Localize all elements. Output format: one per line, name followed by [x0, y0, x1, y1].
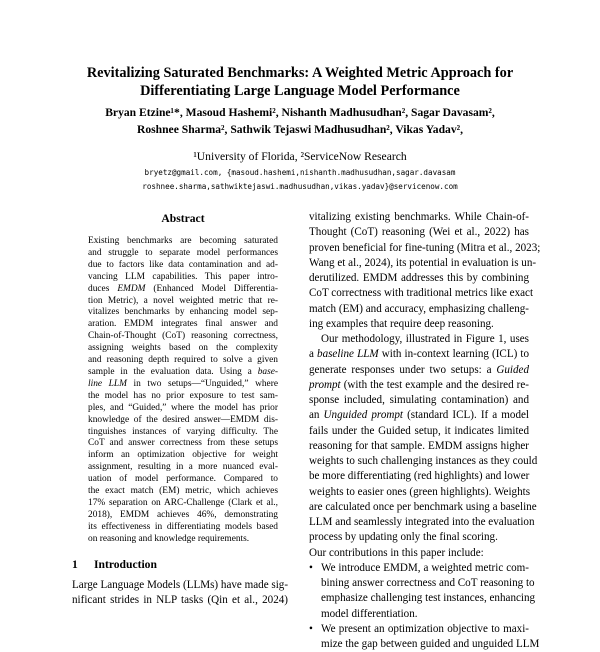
text-line: and reasoning depth required to solve a given — [88, 355, 278, 366]
italic-text: line LLM — [88, 378, 127, 389]
italic-text: Unguided prompt — [323, 409, 404, 422]
text-line: and struggle to separate model performances — [88, 247, 278, 258]
text-line: derutilized. EMDM addresses this by combining — [309, 272, 529, 284]
text-line: Our contributions in this paper include: — [309, 546, 484, 559]
italic-text: EMDM — [117, 283, 146, 294]
text-line: CoT and answer correctness from these setups — [88, 438, 278, 449]
text-line: aration. EMDM integrates final answer and — [88, 319, 278, 330]
right-column — [309, 210, 541, 652]
text-line: model differentiation. — [321, 607, 418, 620]
section-title: Introduction — [94, 558, 157, 571]
text-line: Wang et al., 2024), its potential in evaluation is un- — [309, 256, 537, 269]
text-line: emphasize challenging test instances, enhancing — [321, 592, 536, 605]
italic-text: Guided — [496, 363, 529, 376]
text-line: Our methodology, illustrated in Figure 1, uses — [321, 333, 529, 345]
bullet-dot-icon: • — [309, 561, 313, 574]
email-line: bryetz@gmail.com, {masoud.hashemi,nishanth.madhusudhan,sagar.davasam — [144, 168, 456, 177]
title-line: Differentiating Large Language Model Performance — [140, 83, 460, 99]
text-line: Chain-of-Thought (CoT) reasoning correctness, — [88, 331, 278, 342]
abstract-body — [88, 236, 278, 546]
text-line: sponse included, simulating contamination) and — [309, 394, 529, 406]
text-line: an Unguided prompt (standard ICL). If a model — [309, 409, 530, 422]
text-line: vitalizing existing benchmarks. While Chain-of- — [309, 211, 529, 223]
text-line: be more differentiating (red highlights) and lower — [309, 470, 530, 483]
contribution-bullet — [309, 561, 536, 622]
text-line: weights to easier ones (green highlights). Weights — [309, 485, 531, 498]
text-line: match (EM) and accuracy, emphasizing challeng- — [309, 302, 529, 315]
text-line: Thought (CoT) reasoning (Wei et al., 2022) has — [309, 226, 529, 239]
text-line: nificant strides in NLP tasks (Qin et al., 2024) — [72, 594, 288, 606]
text-line: sample in the evaluation data. Using a base- — [88, 366, 278, 377]
text-line: generate responses under two setups: a Guided — [309, 363, 529, 376]
italic-text: baseline LLM — [317, 348, 379, 361]
text-line: inform an optimization objective for weight — [88, 450, 278, 461]
title-line: Revitalizing Saturated Benchmarks: A Weighted Metric Approach for — [86, 65, 514, 81]
italic-text: prompt — [309, 378, 341, 391]
text-line: on reasoning and knowledge requirements. — [88, 533, 250, 544]
text-line: 17% separation on ARC-Challenge (Clark et al., — [88, 497, 278, 508]
text-line: weights to such challenging instances as they could — [309, 455, 538, 467]
text-line: We present an optimization objective to maxi- — [321, 622, 529, 635]
text-line: bining answer correctness and CoT reasoning to — [321, 577, 535, 589]
author-line: Bryan Etzine¹*, Masoud Hashemi², Nishanth Madhusudhan², Sagar Davasam², — [105, 106, 495, 119]
abstract-heading: Abstract — [161, 212, 205, 225]
paragraph — [309, 210, 541, 332]
affiliation: ¹University of Florida, ²ServiceNow Research — [193, 150, 407, 163]
bullet-dot-icon: • — [309, 622, 313, 635]
text-line: a baseline LLM with in-context learning (ICL) to — [309, 348, 529, 361]
text-line: CoT correctness with traditional metrics like exact — [309, 287, 534, 300]
text-line: ples, and “Guided,” where the model has prior — [88, 402, 278, 413]
text-line: ing examples that require deep reasoning. — [309, 317, 494, 330]
text-line: process by updating only the final scoring. — [309, 531, 498, 544]
text-line: assignment, resulting in a more nuanced eval- — [88, 462, 278, 473]
email-block — [40, 166, 560, 194]
text-line: due to factors like data contamination and ad- — [88, 259, 278, 270]
text-line: duces EMDM (Enhanced Model Differentia- — [88, 283, 278, 294]
text-line: tinguishes instances of varying difficulty. The — [88, 426, 278, 437]
text-line: Existing benchmarks are becoming saturated — [88, 236, 278, 246]
text-line: We introduce EMDM, a weighted metric com- — [321, 561, 529, 574]
paragraph — [309, 332, 538, 546]
text-line: proven beneficial for fine-tuning (Mitra et al., 2023; — [309, 241, 541, 254]
contribution-bullet — [309, 622, 540, 652]
introduction-heading — [72, 558, 292, 571]
text-line: assigning weights based on the complexity — [88, 343, 278, 354]
text-line: prompt (with the test example and the desired re- — [309, 378, 529, 391]
paper-title — [40, 64, 560, 100]
italic-text: base- — [257, 366, 278, 377]
text-line: its effectiveness in differentiating models based — [88, 521, 278, 532]
text-line: LLM and seamlessly integrated into the evaluation — [309, 516, 535, 528]
text-line: Large Language Models (LLMs) have made sig- — [72, 579, 289, 591]
text-line: vancing LLM capabilities. This paper intro- — [88, 271, 278, 282]
author-list — [40, 104, 560, 138]
text-line: knowledge of the desired answer—EMDM dis- — [88, 414, 278, 425]
text-line: are calculated once per benchmark using a baseline — [309, 500, 537, 513]
introduction-body — [72, 578, 288, 608]
email-line: roshnee.sharma,sathwiktejaswi.madhusudhan,vikas.yadav}@servicenow.com — [142, 182, 458, 191]
text-line: 2018), EMDM achieves 46%, demonstrating — [88, 509, 278, 520]
section-number: 1 — [72, 558, 78, 571]
paragraph — [309, 546, 529, 561]
text-line: line LLM in two setups—“Unguided,” where — [88, 378, 279, 389]
text-line: vitalizes benchmarks by enhancing model sep- — [88, 307, 278, 318]
text-line: uation of model performance. Compared to — [88, 474, 278, 485]
text-line: fails under the Guided setup, it indicates limited — [309, 424, 529, 437]
text-line: tion Metric), a novel weighted metric that re- — [88, 295, 278, 306]
author-line: Roshnee Sharma², Sathwik Tejaswi Madhusudhan², Vikas Yadav², — [136, 123, 464, 136]
text-line: reasoning for that sample. EMDM assigns higher — [309, 439, 529, 452]
text-line: mize the gap between guided and unguided LLM — [321, 638, 540, 650]
text-line: the model has no prior exposure to test sam- — [88, 390, 278, 401]
text-line: the exact match (EM) metric, which achieves — [88, 486, 278, 497]
